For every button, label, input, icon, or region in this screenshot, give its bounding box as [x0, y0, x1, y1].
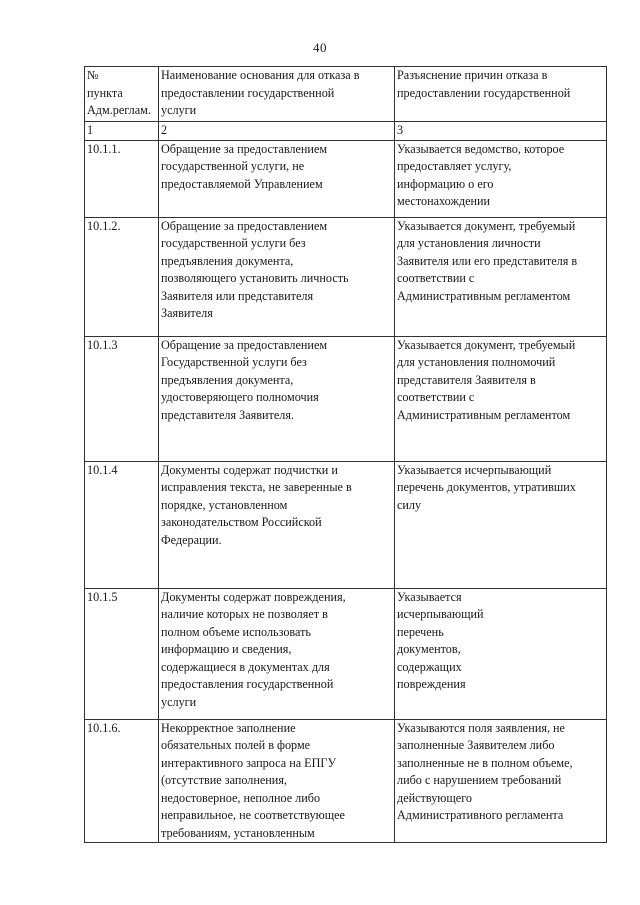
refusal-grounds-table — [84, 66, 607, 843]
clause-number-cell: 10.1.4 — [85, 461, 159, 588]
explanation-cell: Указывается исчерпывающий перечень документов, содержащих повреждения — [395, 588, 607, 719]
reason-cell: Обращение за предоставлением государственной услуги без предъявления документа, позволяющего установить личность Заявителя или представителя Заявителя — [159, 217, 395, 336]
clause-number-cell: 10.1.3 — [85, 336, 159, 461]
reason-cell: Документы содержат повреждения, наличие которых не позволяет в полном объеме использовать информацию и сведения, содержащиеся в документах для предоставления государственной услуги — [159, 588, 395, 719]
column-number: 2 — [159, 122, 395, 141]
explanation-cell: Указывается исчерпывающий перечень документов, утративших силу — [395, 461, 607, 588]
column-number: 1 — [85, 122, 159, 141]
clause-number-cell: 10.1.5 — [85, 588, 159, 719]
table-row — [85, 588, 607, 719]
explanation-cell: Указывается документ, требуемый для установления полномочий представителя Заявителя в соответствии с Административным регламентом — [395, 336, 607, 461]
table-row — [85, 336, 607, 461]
explanation-cell: Указываются поля заявления, не заполненные Заявителем либо заполненные не в полном объеме, либо с нарушением требований действующего Административного регламента — [395, 719, 607, 843]
header-clause-number: № пункта Адм.реглам. — [85, 67, 159, 122]
column-number: 3 — [395, 122, 607, 141]
reason-cell: Некорректное заполнение обязательных полей в форме интерактивного запроса на ЕПГУ (отсутствие заполнения, недостоверное, неполное либо неправильное, не соответствующее требованиям, установленным — [159, 719, 395, 843]
reason-cell: Документы содержат подчистки и исправления текста, не заверенные в порядке, установленном законодательством Российской Федерации. — [159, 461, 395, 588]
table-row — [85, 140, 607, 217]
clause-number-cell: 10.1.1. — [85, 140, 159, 217]
explanation-cell: Указывается ведомство, которое предоставляет услугу, информацию о его местонахождении — [395, 140, 607, 217]
table-header-row — [85, 67, 607, 122]
page-number: 40 — [313, 40, 327, 55]
table-row — [85, 461, 607, 588]
table-row — [85, 719, 607, 843]
header-refusal-explanation: Разъяснение причин отказа в предоставлении государственной — [395, 67, 607, 122]
header-refusal-reason: Наименование основания для отказа в предоставлении государственной услуги — [159, 67, 395, 122]
reason-cell: Обращение за предоставлением государственной услуги, не предоставляемой Управлением — [159, 140, 395, 217]
explanation-cell: Указывается документ, требуемый для установления личности Заявителя или его представителя в соответствии с Административным регламентом — [395, 217, 607, 336]
table-row — [85, 217, 607, 336]
clause-number-cell: 10.1.6. — [85, 719, 159, 843]
reason-cell: Обращение за предоставлением Государственной услуги без предъявления документа, удостоверяющего полномочия представителя Заявителя. — [159, 336, 395, 461]
clause-number-cell: 10.1.2. — [85, 217, 159, 336]
column-number-row — [85, 122, 607, 141]
